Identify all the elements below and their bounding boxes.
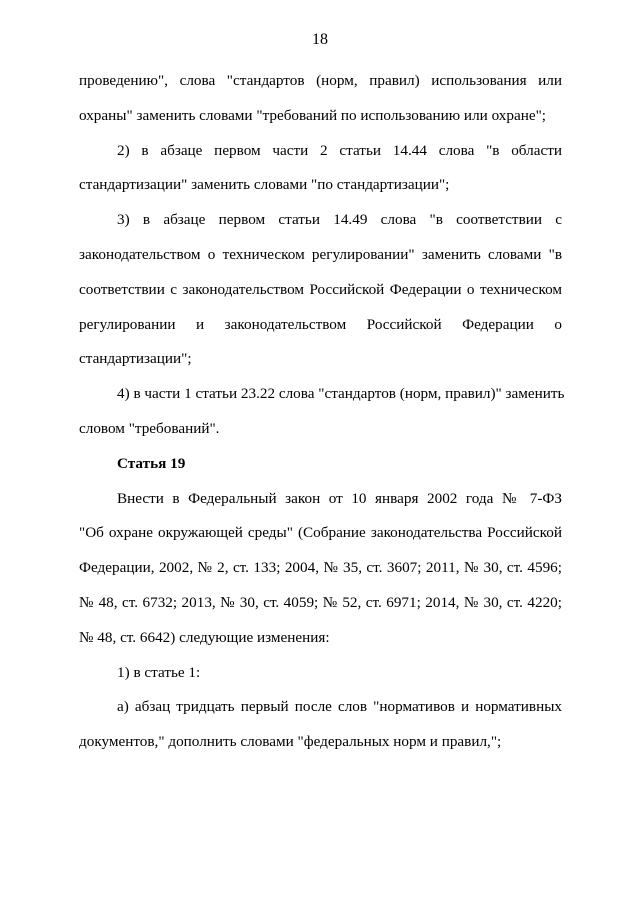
text-line: охраны" заменить словами "требований по использованию или охране"; xyxy=(79,106,546,124)
page-number: 18 xyxy=(312,31,328,48)
text-line: 2) в абзаце первом части 2 статьи 14.44 слова "в области xyxy=(117,141,562,159)
paragraph-4 xyxy=(79,377,565,447)
text-line: а) абзац тридцать первый после слов "нормативов и нормативных xyxy=(117,698,562,716)
text-line: № 48, ст. 6732; 2013, № 30, ст. 4059; № 52, ст. 6971; 2014, № 30, ст. 4220; xyxy=(79,593,562,611)
article-title: Статья 19 xyxy=(117,454,186,472)
text-line: 4) в части 1 статьи 23.22 слова "стандартов (норм, правил)" заменить xyxy=(117,385,565,403)
paragraph-5 xyxy=(79,482,562,656)
paragraph-7 xyxy=(79,690,562,760)
text-line: законодательством о техническом регулировании" заменить словами "в xyxy=(79,245,562,263)
text-line: соответствии с законодательством Российской Федерации о техническом xyxy=(79,280,562,298)
text-line: регулировании и законодательством Российской Федерации о xyxy=(79,315,562,333)
text-line: 3) в абзаце первом статьи 14.49 слова "в соответствии с xyxy=(117,211,562,229)
document-body xyxy=(79,64,565,760)
text-line: № 48, ст. 6642) следующие изменения: xyxy=(79,628,330,646)
article-heading xyxy=(79,447,562,482)
text-line: Федерации, 2002, № 2, ст. 133; 2004, № 35, ст. 3607; 2011, № 30, ст. 4596; xyxy=(79,559,562,577)
text-line: документов," дополнить словами "федеральных норм и правил,"; xyxy=(79,733,502,751)
paragraph-1 xyxy=(79,64,562,134)
paragraph-3 xyxy=(79,203,562,377)
text-line: проведению", слова "стандартов (норм, правил) использования или xyxy=(79,72,562,89)
text-line: 1) в статье 1: xyxy=(117,663,201,681)
text-line: словом "требований". xyxy=(79,419,220,437)
text-line: стандартизации" заменить словами "по стандартизации"; xyxy=(79,176,450,194)
text-line: стандартизации"; xyxy=(79,350,192,368)
text-line: Внести в Федеральный закон от 10 января 2002 года № 7-ФЗ xyxy=(117,489,562,507)
paragraph-2 xyxy=(79,134,562,204)
paragraph-6 xyxy=(79,656,562,691)
text-line: "Об охране окружающей среды" (Собрание законодательства Российской xyxy=(79,524,562,542)
